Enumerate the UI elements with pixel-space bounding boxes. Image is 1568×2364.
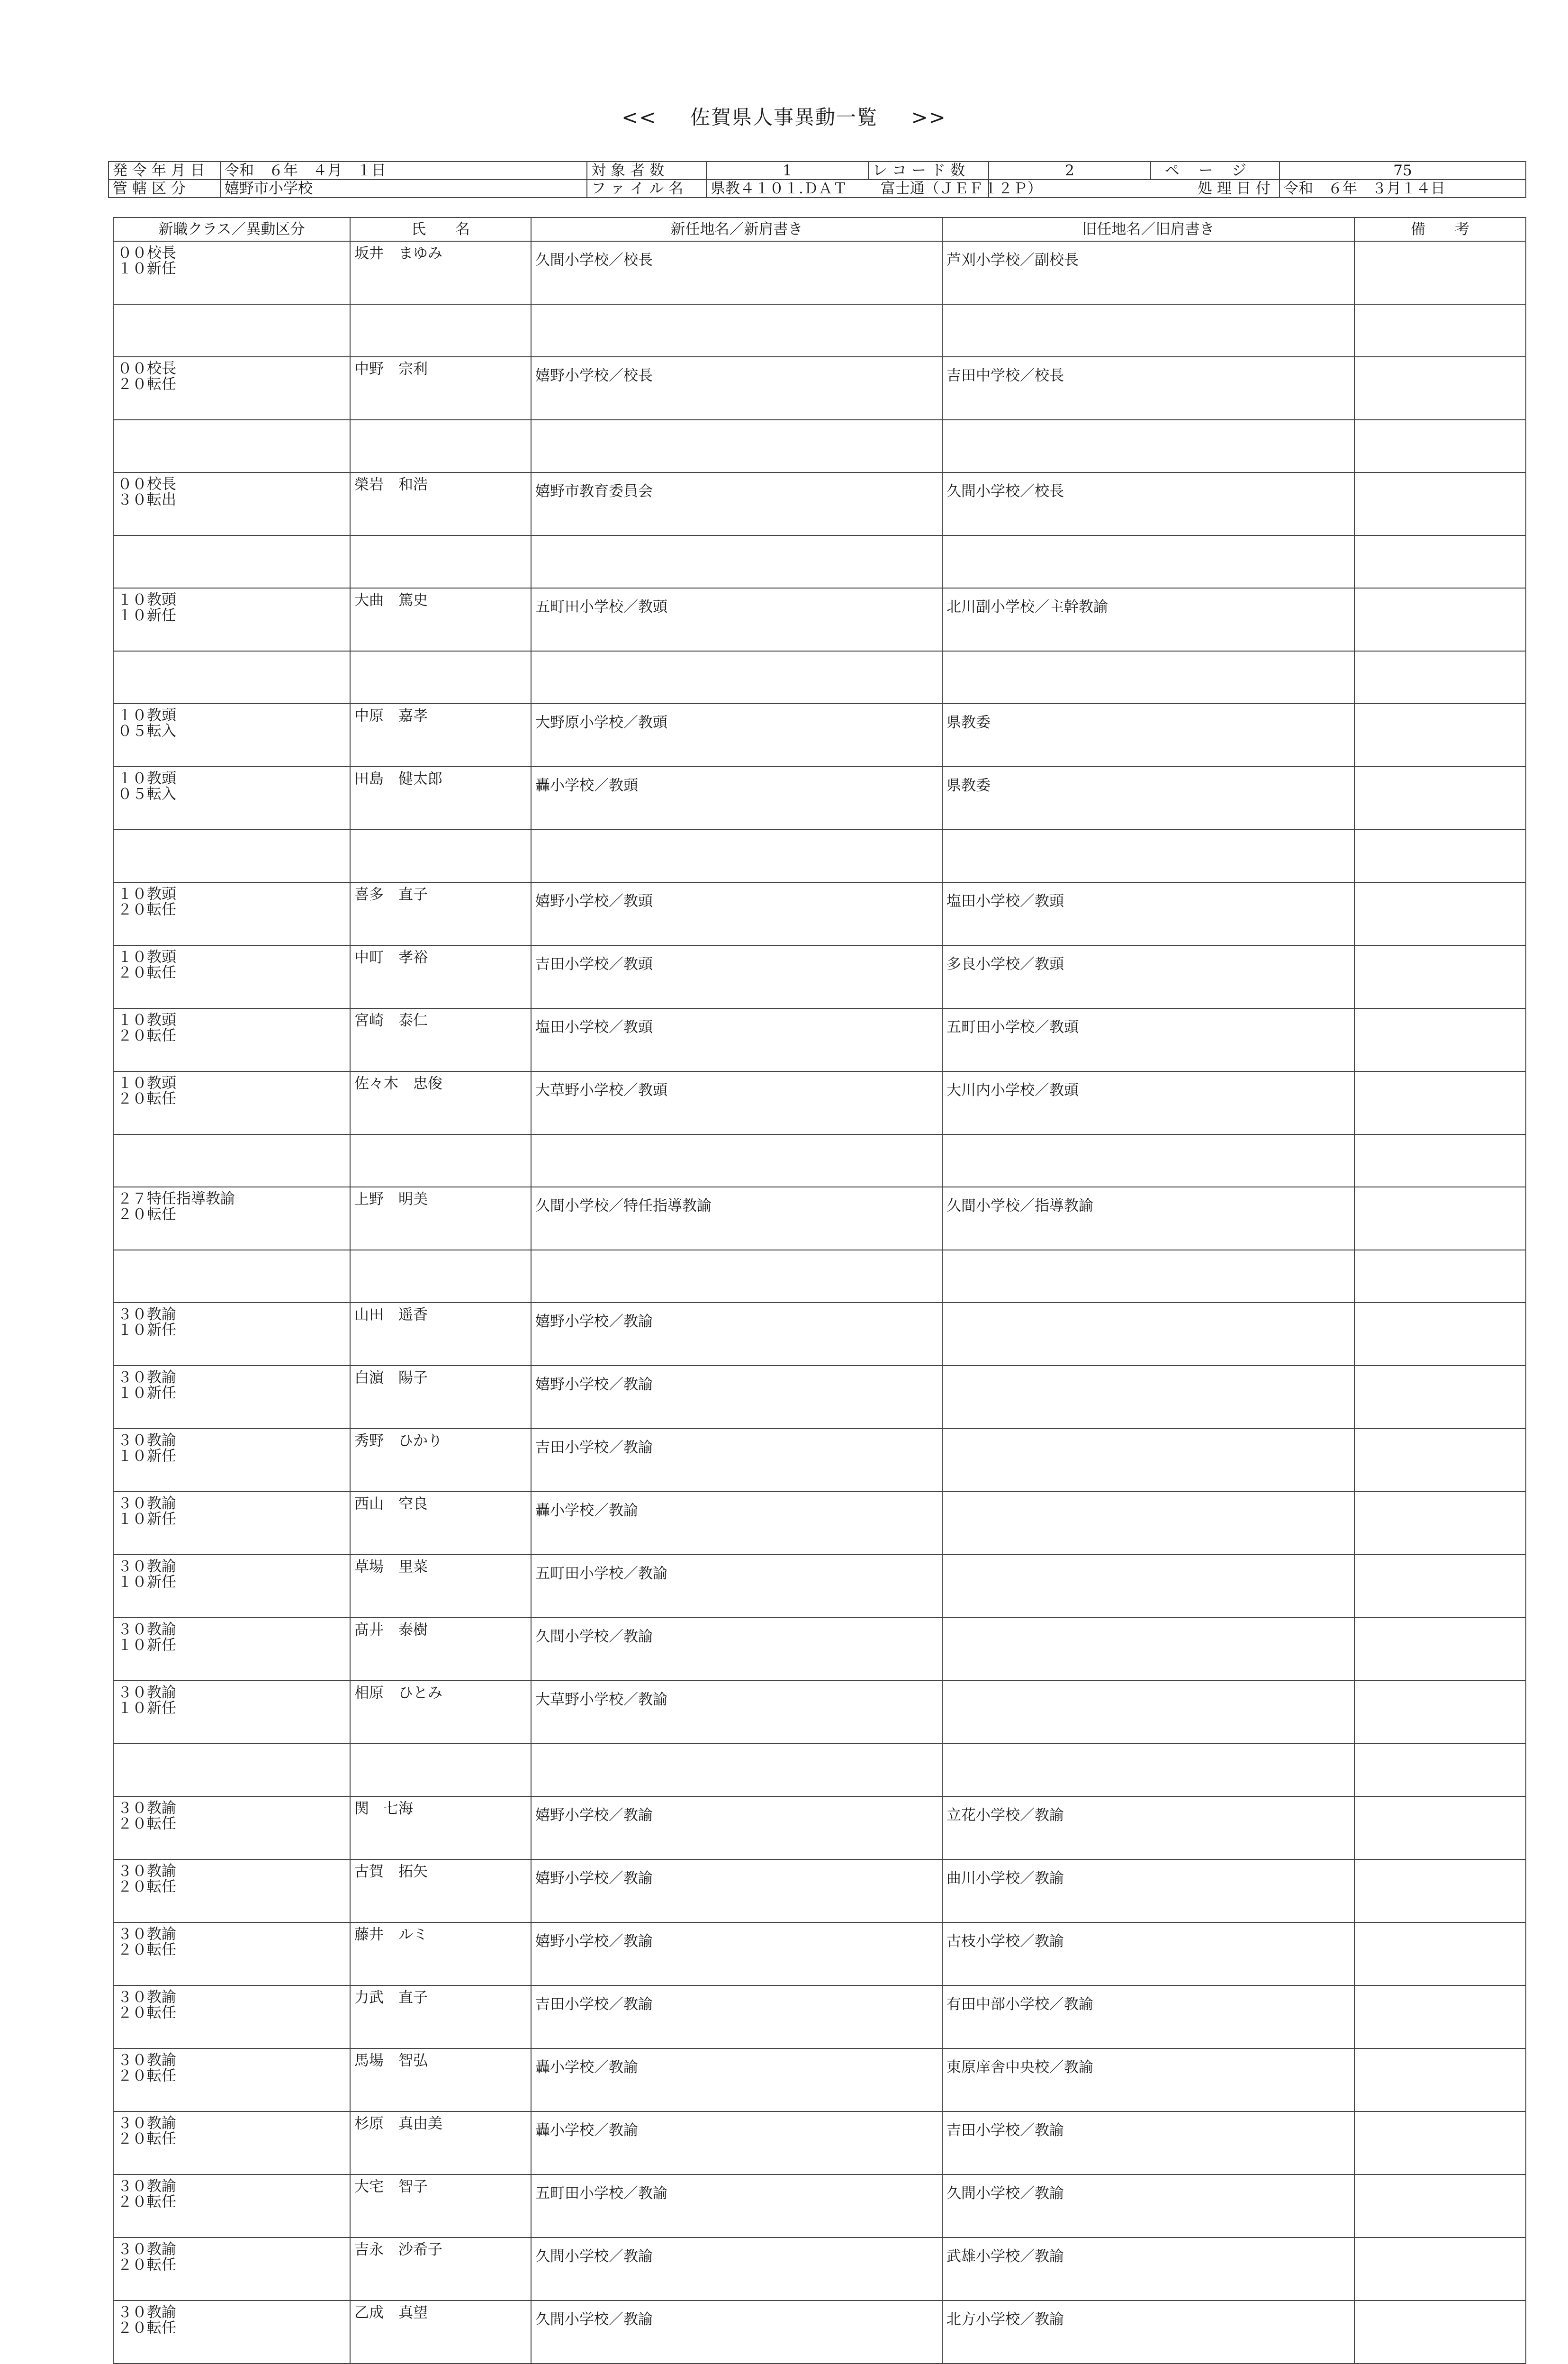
new-class: ３０教諭 <box>117 1800 176 1817</box>
header-table <box>108 161 1526 198</box>
person-name: 中野 宗利 <box>350 357 531 420</box>
new-class: １０教頭 <box>117 949 176 966</box>
person-name: 上野 明美 <box>350 1187 531 1250</box>
blank-cell <box>1354 304 1526 357</box>
old-post: 多良小学校／教頭 <box>942 945 1354 1008</box>
remarks-cell <box>1354 241 1526 304</box>
new-class: ３０教諭 <box>117 1432 176 1449</box>
remarks-cell <box>1354 1366 1526 1429</box>
new-class: １０教頭 <box>117 770 176 787</box>
record-count-label: レコード数 <box>868 162 989 180</box>
new-class: ３０教諭 <box>117 1989 176 2006</box>
table-row <box>113 1681 1526 1744</box>
blank-cell <box>531 1250 942 1303</box>
table-row <box>113 241 1526 304</box>
transfer-type: １０新任 <box>117 1637 176 1654</box>
old-post <box>942 1366 1354 1429</box>
new-post: 轟小学校／教諭 <box>531 2048 942 2111</box>
table-row <box>113 2237 1526 2301</box>
old-post: 曲川小学校／教諭 <box>942 1859 1354 1922</box>
remarks-cell <box>1354 767 1526 830</box>
person-name: 坂井 まゆみ <box>350 241 531 304</box>
process-date: 令和 ６年 ３月１４日 <box>1280 180 1526 198</box>
class-cell <box>113 1071 350 1134</box>
new-class: ００校長 <box>117 476 176 493</box>
person-name: 吉永 沙希子 <box>350 2237 531 2301</box>
blank-cell <box>113 420 350 472</box>
remarks-cell <box>1354 1985 1526 2048</box>
jurisdiction: 嬉野市小学校 <box>220 180 587 198</box>
transfer-type: ２０転任 <box>117 376 176 393</box>
class-cell <box>113 2237 350 2301</box>
new-post: 嬉野小学校／教諭 <box>531 1796 942 1859</box>
old-post <box>942 1492 1354 1555</box>
new-post: 吉田小学校／教頭 <box>531 945 942 1008</box>
remarks-cell <box>1354 2301 1526 2364</box>
blank-cell <box>350 420 531 472</box>
person-name: 馬場 智弘 <box>350 2048 531 2111</box>
table-row <box>113 588 1526 651</box>
new-post: 嬉野小学校／校長 <box>531 357 942 420</box>
blank-cell <box>942 535 1354 588</box>
remarks-cell <box>1354 1187 1526 1250</box>
class-cell <box>113 472 350 535</box>
blank-cell <box>113 1744 350 1796</box>
old-post: 東原庠舎中央校／教諭 <box>942 2048 1354 2111</box>
remarks-cell <box>1354 357 1526 420</box>
remarks-cell <box>1354 1555 1526 1618</box>
new-class: ３０教諭 <box>117 2178 176 2195</box>
class-cell <box>113 588 350 651</box>
class-cell <box>113 241 350 304</box>
blank-cell <box>531 1744 942 1796</box>
person-name: 宮崎 泰仁 <box>350 1008 531 1071</box>
table-row <box>113 1071 1526 1134</box>
table-row <box>113 1429 1526 1492</box>
table-row <box>113 2111 1526 2174</box>
new-class: ３０教諭 <box>117 1926 176 1943</box>
table-row <box>113 1303 1526 1366</box>
old-post: 北方小学校／教諭 <box>942 2301 1354 2364</box>
file-name: 県教４１０１.ＤＡＴ <box>711 180 847 197</box>
table-row <box>113 1796 1526 1859</box>
remarks-cell <box>1354 945 1526 1008</box>
new-post: 轟小学校／教頭 <box>531 767 942 830</box>
column-header-class: 新職クラス／異動区分 <box>113 217 350 241</box>
transfer-type: １０新任 <box>117 1385 176 1402</box>
blank-row <box>113 420 1526 472</box>
new-post: 久間小学校／特任指導教諭 <box>531 1187 942 1250</box>
transfer-type: １０新任 <box>117 260 176 277</box>
remarks-cell <box>1354 1492 1526 1555</box>
new-post: 塩田小学校／教頭 <box>531 1008 942 1071</box>
table-row <box>113 1008 1526 1071</box>
old-post: 武雄小学校／教諭 <box>942 2237 1354 2301</box>
file-name-label: ファイル名 <box>587 180 706 198</box>
person-name: 藤井 ルミ <box>350 1922 531 1985</box>
old-post: 塩田小学校／教頭 <box>942 882 1354 945</box>
new-class: １０教頭 <box>117 886 176 903</box>
blank-cell <box>113 304 350 357</box>
remarks-cell <box>1354 1922 1526 1985</box>
person-name: 大宅 智子 <box>350 2174 531 2237</box>
old-post: 芦刈小学校／副校長 <box>942 241 1354 304</box>
table-row <box>113 767 1526 830</box>
person-name: 乙成 真望 <box>350 2301 531 2364</box>
person-name: 山田 遥香 <box>350 1303 531 1366</box>
transfer-type: １０新任 <box>117 1322 176 1339</box>
person-name: 相原 ひとみ <box>350 1681 531 1744</box>
blank-cell <box>942 420 1354 472</box>
blank-cell <box>1354 420 1526 472</box>
person-name: 古賀 拓矢 <box>350 1859 531 1922</box>
class-cell <box>113 882 350 945</box>
class-cell <box>113 1366 350 1429</box>
old-post: 吉田小学校／教諭 <box>942 2111 1354 2174</box>
old-post: 県教委 <box>942 767 1354 830</box>
blank-cell <box>350 304 531 357</box>
new-class: １０教頭 <box>117 591 176 608</box>
title-left-mark: << <box>622 106 657 129</box>
old-post: 古枝小学校／教諭 <box>942 1922 1354 1985</box>
blank-cell <box>531 304 942 357</box>
column-header-old-post: 旧任地名／旧肩書き <box>942 217 1354 241</box>
new-post: 轟小学校／教諭 <box>531 2111 942 2174</box>
table-row <box>113 1492 1526 1555</box>
blank-cell <box>350 1134 531 1187</box>
blank-row <box>113 1744 1526 1796</box>
class-cell <box>113 2048 350 2111</box>
remarks-cell <box>1354 472 1526 535</box>
new-post: 五町田小学校／教諭 <box>531 2174 942 2237</box>
new-class: ３０教諭 <box>117 1495 176 1512</box>
blank-cell <box>350 651 531 704</box>
remarks-cell <box>1354 882 1526 945</box>
blank-cell <box>1354 1134 1526 1187</box>
remarks-cell <box>1354 1071 1526 1134</box>
class-cell <box>113 1681 350 1744</box>
remarks-cell <box>1354 1303 1526 1366</box>
old-post: 久間小学校／教諭 <box>942 2174 1354 2237</box>
issue-date-label: 発令年月日 <box>108 162 220 180</box>
new-class: ３０教諭 <box>117 1306 176 1323</box>
table-row <box>113 945 1526 1008</box>
page-number: 75 <box>1280 162 1526 180</box>
transfer-type: １０新任 <box>117 1448 176 1465</box>
remarks-cell <box>1354 2237 1526 2301</box>
document-title: 佐賀県人事異動一覧 <box>690 106 878 129</box>
new-class: １０教頭 <box>117 1012 176 1029</box>
new-class: ３０教諭 <box>117 1558 176 1575</box>
new-post: 五町田小学校／教諭 <box>531 1555 942 1618</box>
target-count: 1 <box>706 162 868 180</box>
new-class: １０教頭 <box>117 707 176 724</box>
old-post <box>942 1555 1354 1618</box>
class-cell <box>113 1303 350 1366</box>
table-row <box>113 1922 1526 1985</box>
table-row <box>113 704 1526 767</box>
transfer-type: ０５転入 <box>117 723 176 740</box>
blank-cell <box>350 1250 531 1303</box>
table-row <box>113 2174 1526 2237</box>
class-cell <box>113 357 350 420</box>
personnel-table <box>113 217 1526 2364</box>
transfer-type: ３０転出 <box>117 491 176 508</box>
transfer-type: ２０転任 <box>117 1090 176 1107</box>
blank-cell <box>113 1134 350 1187</box>
class-cell <box>113 1922 350 1985</box>
blank-row <box>113 304 1526 357</box>
blank-cell <box>531 420 942 472</box>
person-name: 佐々木 忠俊 <box>350 1071 531 1134</box>
new-post: 嬉野小学校／教頭 <box>531 882 942 945</box>
person-name: 杉原 真由美 <box>350 2111 531 2174</box>
new-post: 嬉野小学校／教諭 <box>531 1303 942 1366</box>
class-cell <box>113 2174 350 2237</box>
old-post <box>942 1429 1354 1492</box>
blank-cell <box>1354 1744 1526 1796</box>
blank-cell <box>350 830 531 882</box>
transfer-type: １０新任 <box>117 607 176 624</box>
blank-row <box>113 1250 1526 1303</box>
class-cell <box>113 1618 350 1681</box>
blank-cell <box>113 535 350 588</box>
blank-cell <box>350 1744 531 1796</box>
remarks-cell <box>1354 1681 1526 1744</box>
title-right-mark: >> <box>911 106 946 129</box>
transfer-type: ２０転任 <box>117 901 176 918</box>
table-row <box>113 357 1526 420</box>
new-post: 嬉野小学校／教諭 <box>531 1922 942 1985</box>
table-row <box>113 1618 1526 1681</box>
new-post: 吉田小学校／教諭 <box>531 1985 942 2048</box>
class-cell <box>113 1429 350 1492</box>
table-header-row <box>113 217 1526 241</box>
old-post: 北川副小学校／主幹教諭 <box>942 588 1354 651</box>
blank-row <box>113 1134 1526 1187</box>
blank-cell <box>531 535 942 588</box>
new-post: 吉田小学校／教諭 <box>531 1429 942 1492</box>
new-class: ３０教諭 <box>117 1621 176 1638</box>
class-cell <box>113 767 350 830</box>
table-row <box>113 882 1526 945</box>
transfer-type: ２０転任 <box>117 1815 176 1832</box>
class-cell <box>113 1985 350 2048</box>
new-post: 嬉野小学校／教諭 <box>531 1366 942 1429</box>
person-name: 髙井 泰樹 <box>350 1618 531 1681</box>
old-post: 立花小学校／教諭 <box>942 1796 1354 1859</box>
new-class: ３０教諭 <box>117 1369 176 1386</box>
class-cell <box>113 1492 350 1555</box>
column-header-remarks: 備 考 <box>1354 217 1526 241</box>
table-row <box>113 1555 1526 1618</box>
remarks-cell <box>1354 1859 1526 1922</box>
transfer-type: １０新任 <box>117 1511 176 1528</box>
class-cell <box>113 945 350 1008</box>
blank-cell <box>531 651 942 704</box>
new-post: 久間小学校／教諭 <box>531 2237 942 2301</box>
old-post: 久間小学校／校長 <box>942 472 1354 535</box>
document-title-line <box>0 102 1568 130</box>
person-name: 白濵 陽子 <box>350 1366 531 1429</box>
old-post <box>942 1681 1354 1744</box>
new-post: 久間小学校／教諭 <box>531 1618 942 1681</box>
old-post: 久間小学校／指導教諭 <box>942 1187 1354 1250</box>
table-row <box>113 472 1526 535</box>
new-post: 大草野小学校／教諭 <box>531 1681 942 1744</box>
person-name: 榮岩 和浩 <box>350 472 531 535</box>
transfer-type: ２０転任 <box>117 964 176 981</box>
transfer-type: ２０転任 <box>117 2319 176 2337</box>
new-class: ３０教諭 <box>117 2304 176 2321</box>
old-post <box>942 1618 1354 1681</box>
table-row <box>113 2048 1526 2111</box>
old-post: 有田中部小学校／教諭 <box>942 1985 1354 2048</box>
blank-cell <box>113 830 350 882</box>
blank-cell <box>942 304 1354 357</box>
old-post: 県教委 <box>942 704 1354 767</box>
blank-cell <box>942 830 1354 882</box>
old-post: 五町田小学校／教頭 <box>942 1008 1354 1071</box>
blank-cell <box>942 651 1354 704</box>
blank-cell <box>942 1744 1354 1796</box>
person-name: 中町 孝裕 <box>350 945 531 1008</box>
table-row <box>113 2301 1526 2364</box>
transfer-type: １０新任 <box>117 1574 176 1591</box>
record-count: 2 <box>989 162 1151 180</box>
new-class: ００校長 <box>117 245 176 262</box>
person-name: 中原 嘉孝 <box>350 704 531 767</box>
new-class: １０教頭 <box>117 1075 176 1092</box>
transfer-type: ２０転任 <box>117 2004 176 2021</box>
transfer-type: ２０転任 <box>117 1941 176 1958</box>
transfer-type: ２０転任 <box>117 1206 176 1223</box>
blank-cell <box>531 1134 942 1187</box>
blank-cell <box>1354 1250 1526 1303</box>
person-name: 喜多 直子 <box>350 882 531 945</box>
remarks-cell <box>1354 2111 1526 2174</box>
table-row <box>113 1985 1526 2048</box>
table-row <box>113 1366 1526 1429</box>
transfer-type: １０新任 <box>117 1700 176 1717</box>
new-post: 久間小学校／教諭 <box>531 2301 942 2364</box>
class-cell <box>113 1008 350 1071</box>
column-header-new-post: 新任地名／新肩書き <box>531 217 942 241</box>
new-post: 嬉野小学校／教諭 <box>531 1859 942 1922</box>
class-cell <box>113 2301 350 2364</box>
person-name: 関 七海 <box>350 1796 531 1859</box>
table-row <box>113 1187 1526 1250</box>
transfer-type: ２０転任 <box>117 2130 176 2147</box>
class-cell <box>113 1859 350 1922</box>
blank-row <box>113 830 1526 882</box>
transfer-type: ２０転任 <box>117 2193 176 2210</box>
new-class: ３０教諭 <box>117 1684 176 1701</box>
old-post: 大川内小学校／教頭 <box>942 1071 1354 1134</box>
remarks-cell <box>1354 704 1526 767</box>
transfer-type: ２０転任 <box>117 1027 176 1044</box>
blank-cell <box>531 830 942 882</box>
class-cell <box>113 1796 350 1859</box>
issue-date: 令和 ６年 ４月 １日 <box>220 162 587 180</box>
blank-cell <box>113 651 350 704</box>
person-name: 西山 空良 <box>350 1492 531 1555</box>
new-class: ００校長 <box>117 360 176 377</box>
blank-cell <box>350 535 531 588</box>
class-cell <box>113 2111 350 2174</box>
person-name: 大曲 篤史 <box>350 588 531 651</box>
printer-name: 富士通（ＪＥＦ１２Ｐ） <box>880 180 1042 197</box>
remarks-cell <box>1354 588 1526 651</box>
blank-cell <box>942 1250 1354 1303</box>
jurisdiction-label: 管轄区分 <box>108 180 220 198</box>
new-post: 轟小学校／教諭 <box>531 1492 942 1555</box>
transfer-type: ２０転任 <box>117 2256 176 2273</box>
new-class: ２７特任指導教諭 <box>117 1190 235 1207</box>
blank-row <box>113 651 1526 704</box>
blank-cell <box>113 1250 350 1303</box>
process-date-label: 処理日付 <box>989 180 1280 198</box>
old-post <box>942 1303 1354 1366</box>
remarks-cell <box>1354 2174 1526 2237</box>
transfer-type: ２０転任 <box>117 2067 176 2084</box>
old-post: 吉田中学校／校長 <box>942 357 1354 420</box>
class-cell <box>113 1187 350 1250</box>
target-count-label: 対象者数 <box>587 162 706 180</box>
remarks-cell <box>1354 1796 1526 1859</box>
new-class: ３０教諭 <box>117 2241 176 2258</box>
new-post: 大野原小学校／教頭 <box>531 704 942 767</box>
blank-cell <box>1354 535 1526 588</box>
new-class: ３０教諭 <box>117 2115 176 2132</box>
column-header-name: 氏 名 <box>350 217 531 241</box>
blank-cell <box>942 1134 1354 1187</box>
blank-cell <box>1354 830 1526 882</box>
new-post: 大草野小学校／教頭 <box>531 1071 942 1134</box>
new-post: 嬉野市教育委員会 <box>531 472 942 535</box>
file-name-cell <box>706 180 1042 198</box>
new-post: 久間小学校／校長 <box>531 241 942 304</box>
person-name: 力武 直子 <box>350 1985 531 2048</box>
transfer-type: ０５転入 <box>117 786 176 803</box>
person-name: 草場 里菜 <box>350 1555 531 1618</box>
table-row <box>113 1859 1526 1922</box>
remarks-cell <box>1354 1429 1526 1492</box>
class-cell <box>113 1555 350 1618</box>
page-label: ページ <box>1151 162 1280 180</box>
remarks-cell <box>1354 1618 1526 1681</box>
new-class: ３０教諭 <box>117 1863 176 1880</box>
transfer-type: ２０転任 <box>117 1878 176 1895</box>
person-name: 田島 健太郎 <box>350 767 531 830</box>
remarks-cell <box>1354 1008 1526 1071</box>
new-class: ３０教諭 <box>117 2052 176 2069</box>
class-cell <box>113 704 350 767</box>
new-post: 五町田小学校／教頭 <box>531 588 942 651</box>
person-name: 秀野 ひかり <box>350 1429 531 1492</box>
blank-cell <box>1354 651 1526 704</box>
remarks-cell <box>1354 2048 1526 2111</box>
blank-row <box>113 535 1526 588</box>
